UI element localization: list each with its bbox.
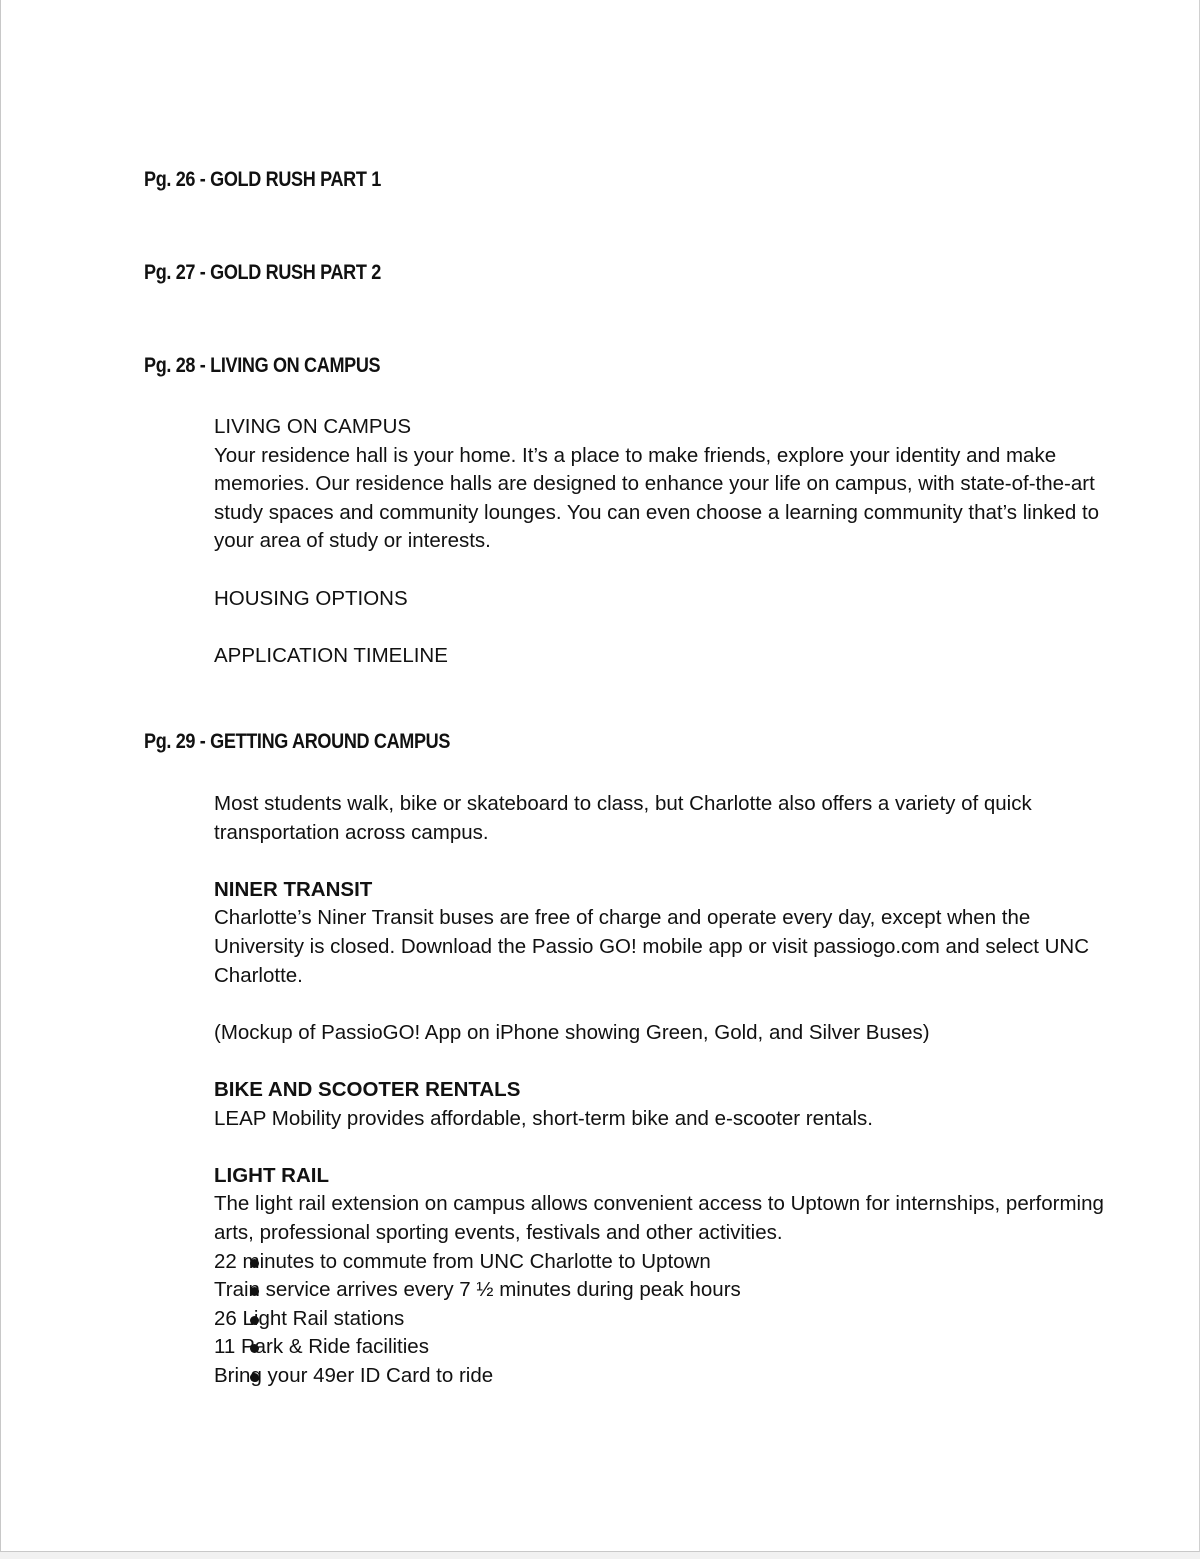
bullet-text: 11 Park & Ride facilities [214,1335,429,1359]
spacer [214,1133,1114,1162]
living-body: Your residence hall is your home. It’s a place to make friends, explore your identity and make memories. Our residence halls are designed to enhance your life on campus, with state-of-the-art study spaces and community lounges. You can even choose a learning community that’s linked to your area of study or interests. [214,443,1100,553]
rail-bullet-list [214,1248,1114,1391]
getting-around-intro: Most students walk, bike or skateboard to class, but Charlotte also offers a variety of quick transportation across campus. [214,792,1032,844]
rail-title: LIGHT RAIL [214,1163,330,1187]
spacer [214,1047,1114,1076]
getting-around-section [214,790,1114,1390]
list-item [143,1276,1114,1305]
living-on-campus-section [214,413,1114,670]
bike-body: LEAP Mobility provides affordable, short-term bike and e-scooter rentals. [214,1106,873,1130]
spacer [214,990,1114,1019]
bullet-text: 22 minutes to commute from UNC Charlotte to Uptown [214,1249,711,1273]
mockup-note: (Mockup of PassioGO! App on iPhone showing Green, Gold, and Silver Buses) [214,1020,930,1044]
transit-title: NINER TRANSIT [214,877,373,901]
bike-title: BIKE AND SCOOTER RENTALS [214,1077,521,1101]
heading-pg28: Pg. 28 - LIVING ON CAMPUS [144,354,381,377]
list-item [143,1305,1114,1334]
spacer [214,556,1114,585]
heading-pg29: Pg. 29 - GETTING AROUND CAMPUS [144,730,451,753]
heading-pg26: Pg. 26 - GOLD RUSH PART 1 [144,168,381,191]
bullet-text: Bring your 49er ID Card to ride [214,1363,494,1387]
bullet-text: 26 Light Rail stations [214,1306,405,1330]
list-item [143,1333,1114,1362]
rail-body: The light rail extension on campus allows convenient access to Uptown for internships, performing arts, professional sporting events, festivals and other activities. [214,1192,1104,1244]
heading-pg27: Pg. 27 - GOLD RUSH PART 2 [144,261,381,284]
spacer [214,613,1114,642]
living-title: LIVING ON CAMPUS [214,415,412,438]
list-item [143,1248,1114,1277]
bullet-text: Train service arrives every 7 ½ minutes during peak hours [214,1278,741,1302]
list-item [143,1362,1114,1391]
spacer [214,847,1114,876]
transit-body: Charlotte’s Niner Transit buses are free of charge and operate every day, except when the University is closed. Download the Passio GO! mobile app or visit passiogo.com and select UNC Charlotte. [214,906,1090,987]
housing-options: HOUSING OPTIONS [214,586,408,610]
application-timeline: APPLICATION TIMELINE [214,643,448,667]
